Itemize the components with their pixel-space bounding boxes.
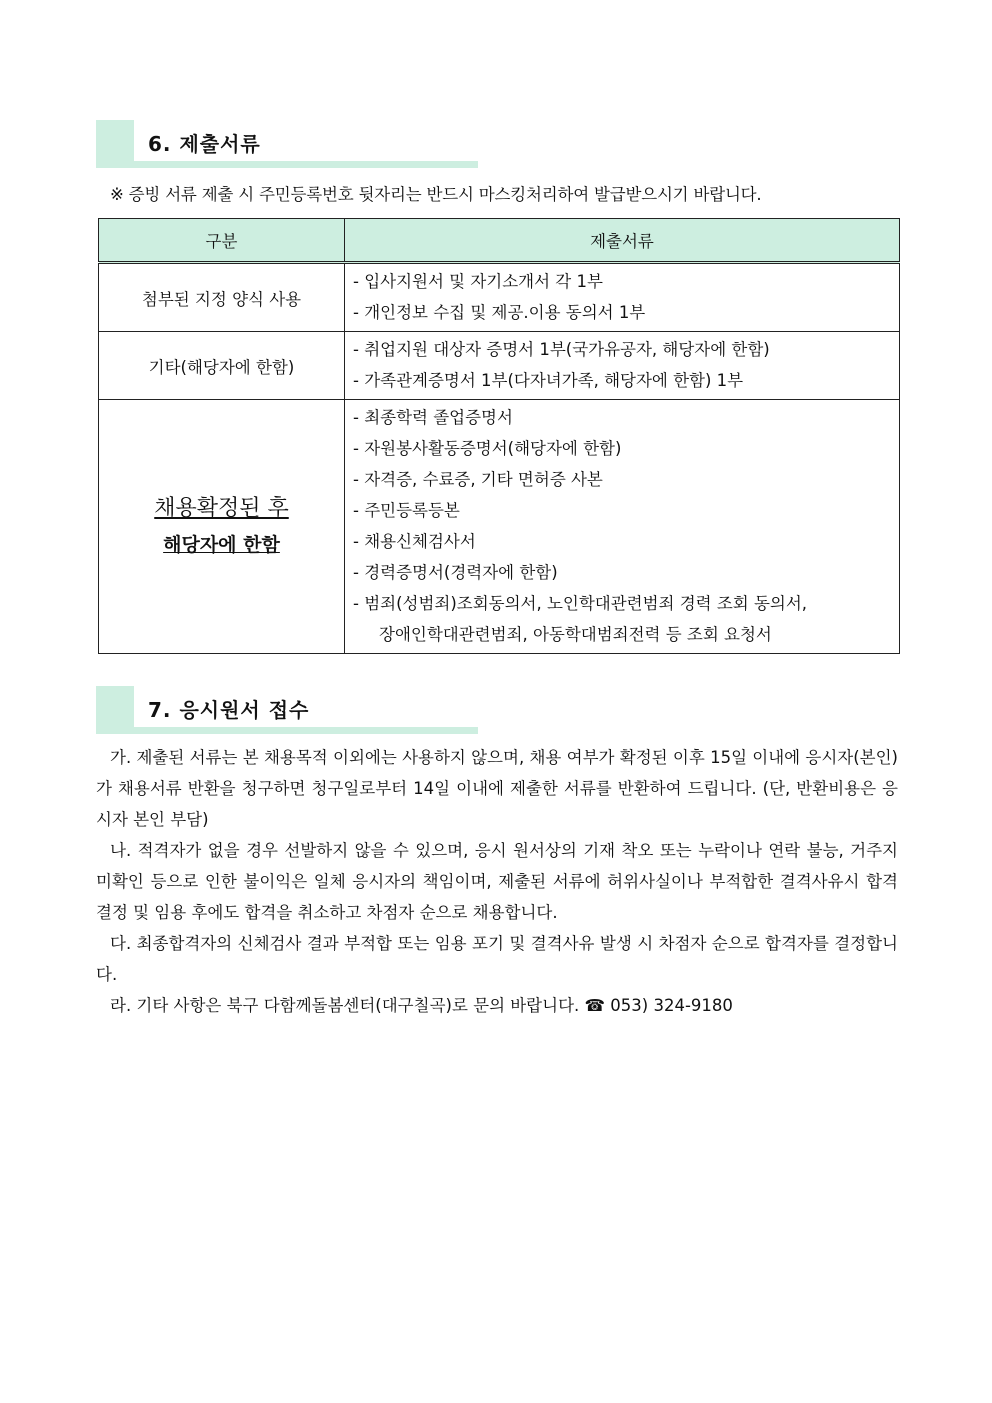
note-paragraph: 다. 최종합격자의 신체검사 결과 부적합 또는 임용 포기 및 결격사유 발생 시 차점자 순으로 합격자를 결정합니다. [96, 934, 898, 984]
row-category [99, 400, 345, 654]
application-notes [96, 742, 898, 1021]
list-item: - 경력증명서(경력자에 한함) [353, 563, 558, 582]
submission-documents-table [98, 218, 900, 654]
row-category: 첨부된 지정 양식 사용 [99, 263, 345, 332]
section-7-heading [96, 686, 478, 734]
header-documents: 제출서류 [345, 219, 900, 263]
list-item-continuation: 장애인학대관련범죄, 아동학대범죄전력 등 조회 요청서 [379, 625, 772, 644]
list-item: - 주민등록등본 [353, 501, 460, 520]
section-7-title: 7. 응시원서 접수 [148, 698, 310, 722]
row-items [345, 400, 900, 654]
table-row [99, 400, 900, 654]
note-paragraph-contact: 라. 기타 사항은 북구 다함께돌봄센터(대구칠곡)로 문의 바랍니다. ☎ 053) 324-9180 [110, 996, 733, 1015]
note-paragraph: 나. 적격자가 없을 경우 선발하지 않을 수 있으며, 응시 원서상의 기재 착오 또는 누락이나 연락 불능, 거주지 미확인 등으로 인한 불이익은 일체 응시자의 책임이며, 제출된 서류에 허위사실이나 부적합한 결격사유시 합격 결정 및 임용 후에도 합격을 취소하고 차점자 순으로 채용합니다. [96, 841, 898, 922]
row-category: 기타(해당자에 한함) [99, 332, 345, 400]
header-category: 구분 [99, 219, 345, 263]
list-item: - 최종학력 졸업증명서 [353, 408, 513, 427]
category-main-label: 채용확정된 후 [154, 495, 289, 521]
row-items [345, 263, 900, 332]
section-6-title: 6. 제출서류 [148, 132, 261, 156]
table-row [99, 332, 900, 400]
heading-underline [96, 161, 478, 168]
list-item: - 범죄(성범죄)조회동의서, 노인학대관련범죄 경력 조회 동의서, [353, 594, 808, 613]
table-row [99, 263, 900, 332]
list-item: - 자원봉사활동증명서(해당자에 한함) [353, 439, 622, 458]
list-item: - 입사지원서 및 자기소개서 각 1부 [353, 272, 603, 291]
list-item: - 채용신체검사서 [353, 532, 476, 551]
section-6-heading [96, 120, 478, 168]
list-item: - 취업지원 대상자 증명서 1부(국가유공자, 해당자에 한함) [353, 340, 770, 359]
list-item: - 가족관계증명서 1부(다자녀가족, 해당자에 한함) 1부 [353, 371, 744, 390]
row-items [345, 332, 900, 400]
table-header-row [99, 219, 900, 263]
list-item: - 개인정보 수집 및 제공.이용 동의서 1부 [353, 303, 646, 322]
heading-underline [96, 727, 478, 734]
note-paragraph: 가. 제출된 서류는 본 채용목적 이외에는 사용하지 않으며, 채용 여부가 확정된 이후 15일 이내에 응시자(본인)가 채용서류 반환을 청구하면 청구일로부터 14일 이내에 제출한 서류를 반환하여 드립니다. (단, 반환비용은 응시자 본인 부담) [96, 748, 898, 829]
list-item: - 자격증, 수료증, 기타 면허증 사본 [353, 470, 603, 489]
category-sub-label: 해당자에 한함 [163, 533, 280, 556]
masking-notice: ※ 증빙 서류 제출 시 주민등록번호 뒷자리는 반드시 마스킹처리하여 발급받으시기 바랍니다. [110, 185, 762, 204]
